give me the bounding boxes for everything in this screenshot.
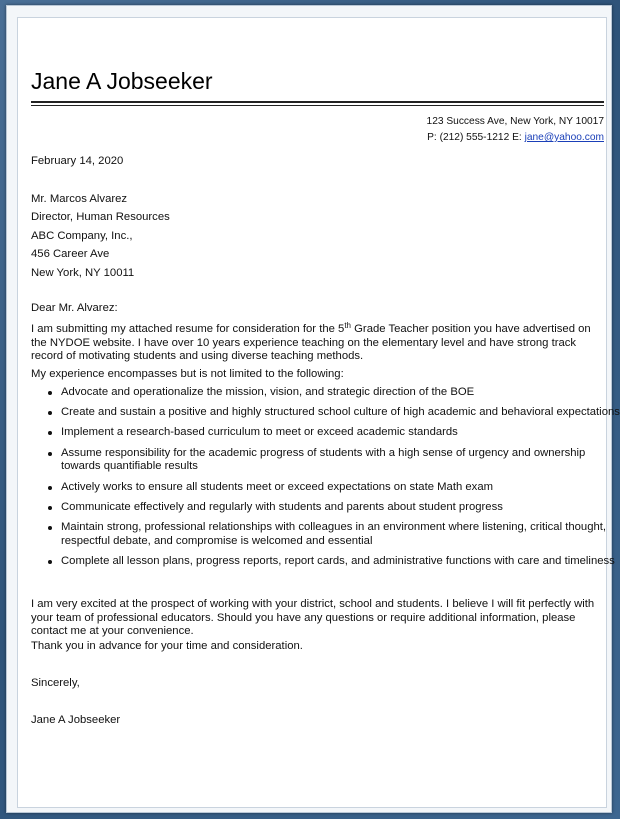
bullet-icon (48, 526, 52, 530)
list-item: Maintain strong, professional relationships with colleagues in an environment where listening, critical thought, respectful debate, and compromise is welcomed and essential (61, 521, 620, 549)
intro-text-start: I am submitting my attached resume for consideration for the 5 (31, 323, 345, 335)
experience-list (31, 386, 620, 575)
header-rule-thick (31, 101, 604, 103)
list-item: Implement a research-based curriculum to meet or exceed academic standards (61, 426, 620, 440)
recipient-block (31, 190, 170, 282)
intro-paragraph (31, 323, 607, 364)
list-item: Communicate effectively and regularly with students and parents about student progress (61, 501, 620, 515)
phone-email-line (427, 130, 604, 146)
recipient-company: ABC Company, Inc., (31, 229, 133, 242)
email-link[interactable]: jane@yahoo.com (524, 132, 604, 143)
list-item: Create and sustain a positive and highly structured school culture of high academic and behavioral expectations (61, 406, 620, 420)
thanks-line: Thank you in advance for your time and consideration. (31, 640, 303, 652)
letter-page (17, 17, 620, 808)
bullet-icon (48, 431, 52, 435)
list-item: Assume responsibility for the academic progress of students with a high sense of urgency and ownership towards quantifiable results (61, 447, 620, 475)
email-label: E: (512, 132, 522, 143)
list-item: Advocate and operationalize the mission, vision, and strategic direction of the BOE (61, 386, 620, 400)
closing-paragraph: I am very excited at the prospect of working with your district, school and students. I believe I will fit perfectly with your team of professional educators. Should you have any questions or require additional information, please contact me at your convenience. (31, 598, 595, 638)
signature-name: Jane A Jobseeker (31, 714, 121, 726)
applicant-name: Jane A Jobseeker (31, 68, 213, 94)
document-frame (6, 5, 620, 813)
bullet-icon (48, 486, 52, 490)
phone-number: (212) 555-1212 (439, 132, 510, 143)
recipient-street: 456 Career Ave (31, 248, 110, 261)
salutation: Dear Mr. Alvarez: (31, 302, 118, 314)
list-item: Actively works to ensure all students meet or exceed expectations on state Math exam (61, 481, 620, 495)
letter-date: February 14, 2020 (31, 155, 124, 167)
ordinal-suffix: th (344, 321, 351, 330)
list-intro: My experience encompasses but is not limited to the following: (31, 368, 344, 380)
bullet-icon (48, 391, 52, 395)
recipient-city: New York, NY 10011 (31, 266, 135, 279)
recipient-title: Director, Human Resources (31, 211, 170, 224)
recipient-name: Mr. Marcos Alvarez (31, 193, 128, 205)
list-item: Complete all lesson plans, progress reports, report cards, and administrative functions with care and timeliness (61, 555, 620, 569)
bullet-icon (48, 506, 52, 510)
street-address: 123 Success Ave, New York, NY 10017 (426, 116, 604, 127)
contact-block (427, 114, 604, 146)
bullet-icon (48, 560, 52, 564)
phone-label: P: (427, 132, 437, 143)
bullet-icon (48, 452, 52, 456)
bullet-icon (48, 411, 52, 415)
signoff: Sincerely, (31, 677, 80, 689)
header-rule-thin (31, 105, 604, 106)
intro-text-end: Grade Teacher position you have advertised on the NYDOE website. I have over 10 years experience teaching on the elementary level and have strong track record of motivating students and using diverse teaching methods. (31, 323, 591, 363)
